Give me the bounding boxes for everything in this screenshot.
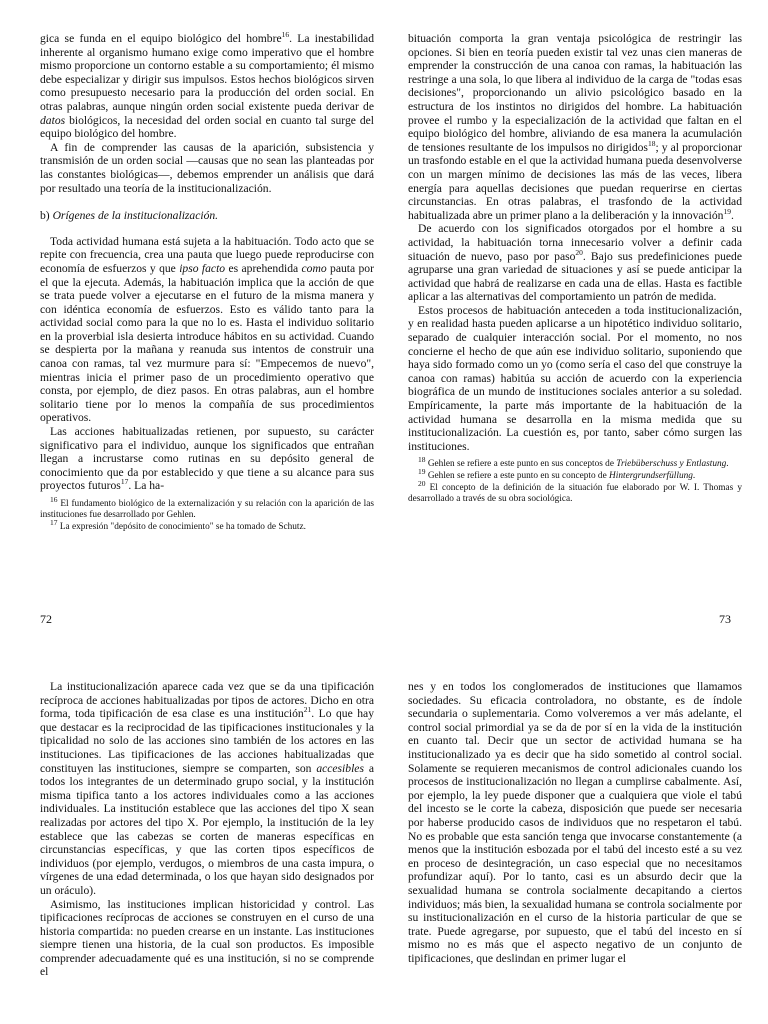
footnote-19: $^{19}$ Gehlen se refiere a este punto en su concepto de Hintergrundserfüllung. — [418, 467, 696, 482]
page-75 — [408, 680, 742, 965]
page-73 — [408, 32, 742, 506]
footnotes — [40, 494, 374, 533]
footnote-ref: 20 — [575, 247, 583, 257]
paragraph: Las acciones habitualizadas retienen, por supuesto, su carácter significativo para el individuo, aunque los significados que entrañan llegan a incrustarse como rutinas en su depósito general de conocimiento que da por establecido y que tiene a su alcance para sus proyectos futuros$^{17}$. La ha- — [40, 425, 374, 493]
footnote-16: $^{16}$ El fundamento biológico de la externalización y su relación con la aparición de las instituciones fue desarrollado por Gehlen. — [40, 494, 374, 520]
paragraph: gica se funda en el equipo biológico del hombre$^{16}$. La inestabilidad inherente al organismo humano exige como imperativo que el hombre mismo proporcione un contorno estable a su comportamiento; él mismo debe especializar y dirigir sus impulsos. Estos hechos biológicos sirven como presupuesto necesario para la producción del orden social. En otras palabras, aunque ningún orden social existente pueda derivar de datos biológicos, la necesidad del orden social en cuanto tal surge del equipo biológico del hombre. — [40, 30, 374, 141]
paragraph: La institucionalización aparece cada vez que se da una tipificación recíproca de acciones habitualizadas por tipos de actores. Dicho en otra forma, toda tipificación de esa clase es una institución$^{21}$. Lo que hay que destacar es la reciprocidad de las tipificaciones institucionales y la tipicalidad no solo de las acciones sino también de los actores en las instituciones. Las tipificaciones de las acciones habitualizadas que constituyen las instituciones, siempre se comparten, son accesibles a todos los integrantes de un determinado grupo social, y la institución misma tipifica tanto a los actores individuales como a las acciones individuales. La institución establece que las acciones del tipo X sean realizadas por actores del tipo X. Por ejemplo, la institución de la ley establece que las cabezas se corten de maneras específicas en circunstancias específicas, y que las corten tipos específicos de individuos (por ejemplo, verdugos, o miembros de una casta impura, o vírgenes de una edad determinada, o los que hayan sido designados por un oráculo). — [40, 680, 374, 897]
page-74 — [40, 680, 374, 979]
paragraph: Estos procesos de habituación anteceden a toda institucionalización, y en realidad hasta pueden aplicarse a un hipotético individuo solitario, separado de cualquier interacción social. Por el momento, no nos concierne el hecho de que aún ese individuo solitario, suponiendo que haya sido formado como un yo (como sería el caso del que construye la canoa con ramas) habitúa su acción de acuerdo con la experiencia biográfica de un mundo de instituciones sociales anterior a su soledad. Empíricamente, la parte más importante de la habituación de la actividad humana se desarrolla en la misma medida que su institucionalización. La cuestión es, por tanto, saber cómo surgen las instituciones. — [408, 303, 742, 453]
paragraph: Asimismo, las instituciones implican historicidad y control. Las tipificaciones recíprocas de acciones se construyen en el curso de una historia compartida: no pueden crearse en un instante. Las instituciones siempre tienen una historia, de la cual son productos. Es imposible comprender adecuadamente qué es una institución, si no se comprende el — [40, 897, 374, 979]
page-72 — [40, 32, 374, 534]
footnote-20: $^{20}$ El concepto de la definición de la situación fue elaborado por W. I. Thomas y desarrollado a través de su obra sociológica. — [408, 479, 742, 505]
footnote-ref: 21 — [303, 705, 312, 715]
footnote-ref: 16 — [281, 30, 290, 40]
paragraph: nes y en todos los conglomerados de instituciones que llamamos sociedades. Su eficacia controladora, no obstante, es de índole secundaria o suplementaria. Como volveremos a ver más adelante, el control social primordial ya se da de por sí en la vida de la institución en cuanto tal. Decir que un sector de actividad humana se ha institucionalizado ya es decir que ha sido sometido al control social. Solamente se requieren mecanismos de control adicionales cuando los procesos de institucionalización no llegan a cumplirse cabalmente. Así, por ejemplo, la ley puede disponer que a cualquiera que viole el tabú del incesto se le corte la cabeza, disposición que puede ser necesaria por haberse producido casos de individuos que no respetaron el tabú. No es probable que esta sanción tenga que invocarse constantemente (a menos que la institución esbozada por el tabú del incesto esté a su vez en proceso de desintegración, un caso especial que no necesitamos profundizar aquí). Por lo tanto, casi es un absurdo decir que la sexualidad humana se controla socialmente decapitando a ciertos individuos; más bien, la sexualidad humana se controla socialmente por su institucionalización en el curso de la historia particular de que se trate. Puede agregarse, por supuesto, que el tabú del incesto en sí mismo no es más que el aspecto negativo de un conjunto de tipificaciones, que deslindan en primer lugar el — [408, 680, 742, 965]
paragraph: De acuerdo con los significados otorgados por el hombre a su actividad, la habituación torna innecesario volver a definir cada situación de nuevo, paso por paso$^{20}$. Bajo sus predefiniciones puede agruparse una gran variedad de situaciones y así se puede anticipar la actividad que habrá de realizarse en cada una de ellas. Hasta es factible aplicar a las alternativas del comportamiento un patrón de medida. — [408, 222, 742, 304]
footnote-ref: 19 — [723, 206, 731, 216]
paragraph: bituación comporta la gran ventaja psicológica de restringir las opciones. Si bien en teoría pueden existir tal vez unas cien maneras de emprender la construcción de una canoa con ramas, la habituación las restringe a una sola, lo que libera al individuo de la carga de "todas esas decisiones", proporcionando un alivio psicológico basado en la estructura de los instintos no dirigidos del hombre. La habituación provee el rumbo y la especialización de la actividad que faltan en el equipo biológico del hombre, aliviando de esa manera la acumulación de tensiones resultante de los impulsos no dirigidos$^{18}$; y al proporcionar un trasfondo estable en el que la actividad humana pueda desenvolverse con un margen mínimo de decisiones las más de las veces, libera energía para aquellas decisiones que puedan requerirse en ciertas circunstancias. En otras palabras, el trasfondo de la actividad habitualizada abre un primer plano a la deliberación y la innovación$^{19}$. — [408, 32, 742, 222]
section-heading: b) Orígenes de la institucionalización. — [40, 209, 219, 223]
page-number: 72 — [40, 612, 52, 626]
footnotes — [408, 455, 742, 505]
page-number: 73 — [719, 612, 731, 626]
paragraph: Toda actividad humana está sujeta a la habituación. Todo acto que se repite con frecuencia, crea una pauta que luego puede reproducirse con economía de esfuerzos y que ipso facto es aprehendida como pauta por el que la ejecuta. Además, la habituación implica que la acción de que se trata puede volver a ejecutarse en el futuro de la misma manera y con idéntica economía de esfuerzos. Esto es válido tanto para la actividad social como para la que no lo es. Hasta el individuo solitario en la proverbial isla desierta introduce hábitos en su actividad. Cuando se despierta por la mañana y reanuda sus intentos de construir una canoa con ramas, tal vez murmure para sí: "Empecemos de nuevo", mientras inicia el primer paso de un procedimiento operativo que consta, por ejemplo, de diez pasos. En otras palabras, aun el hombre solitario tiene por lo menos la compañía de sus procedimientos operativos. — [40, 234, 374, 425]
footnote-ref: 18 — [647, 138, 656, 148]
footnote-ref: 17 — [120, 477, 129, 487]
footnote-18: $^{18}$ Gehlen se refiere a este punto en sus conceptos de Triebüberschuss y Entlastung. — [418, 455, 729, 470]
footnote-17: $^{17}$ La expresión "depósito de conocimiento" se ha tomado de Schutz. — [50, 517, 306, 532]
paragraph: A fin de comprender las causas de la aparición, subsistencia y transmisión de un orden social —causas que no sean las planteadas por las constantes biológicas—, debemos emprender un análisis que dará por resultado una teoría de la institucionalización. — [40, 140, 374, 195]
